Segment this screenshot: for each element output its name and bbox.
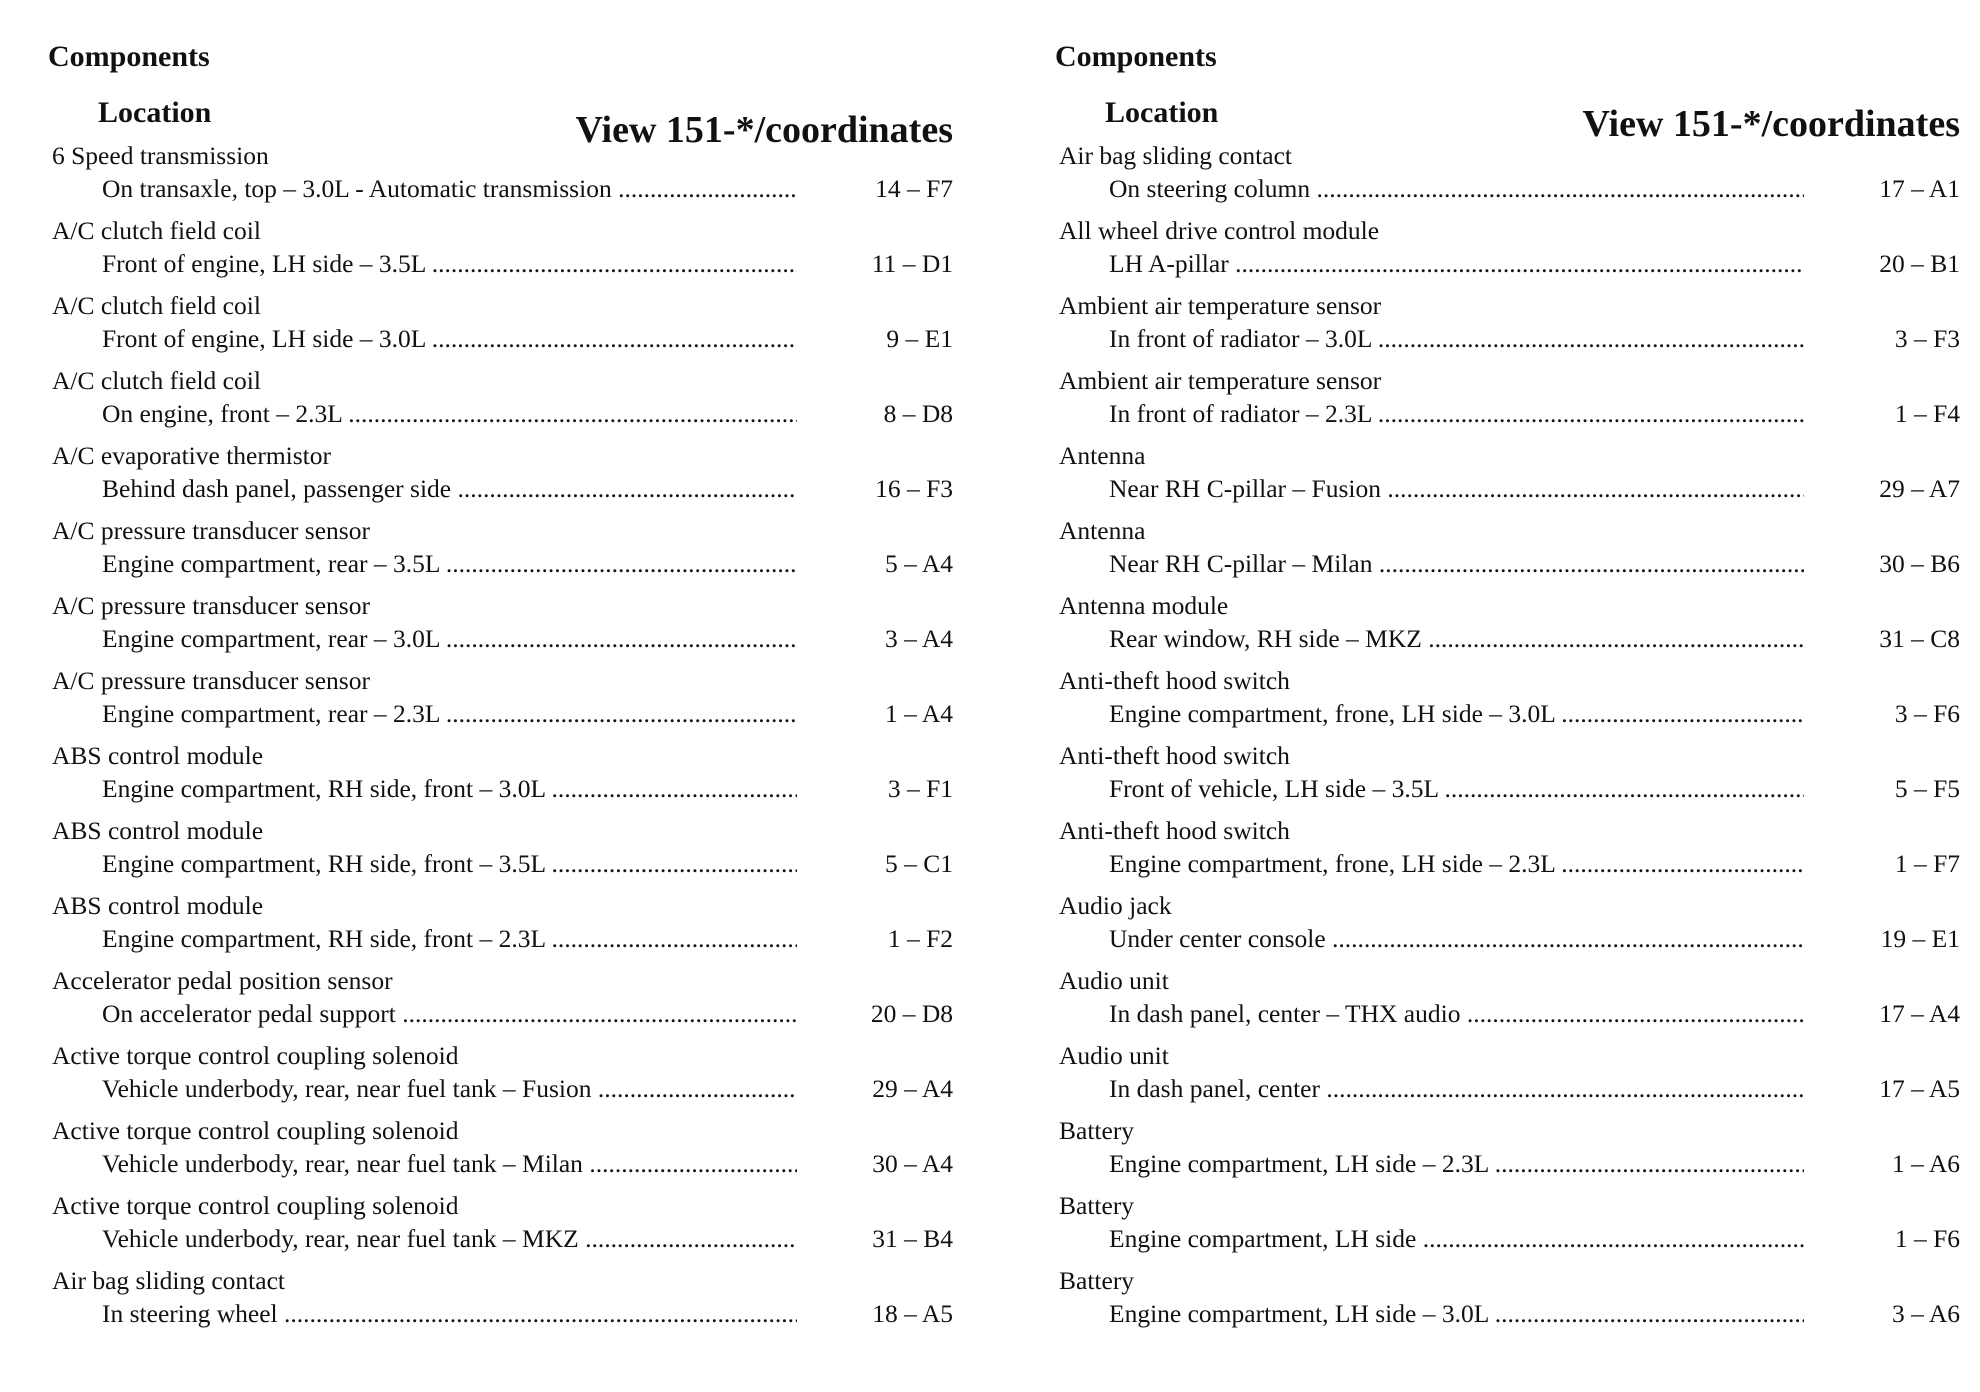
- view-coordinate: 11 – D1: [871, 249, 953, 278]
- component-entry: [52, 365, 953, 440]
- location-text: In dash panel, center – THX audio .....: [1109, 997, 1804, 1031]
- location-row: [52, 1297, 953, 1331]
- location-row: [1059, 172, 1960, 206]
- location-row: [1059, 772, 1960, 806]
- location-text: In front of radiator – 2.3L .....: [1109, 397, 1804, 431]
- location-row: [52, 1222, 953, 1256]
- component-entry: [1059, 215, 1960, 290]
- component-entry: [52, 515, 953, 590]
- component-entry: [1059, 365, 1960, 440]
- view-coordinate: 31 – C8: [1879, 624, 1960, 653]
- component-entry: [52, 1115, 953, 1190]
- component-entry: [1059, 890, 1960, 965]
- location-row: [52, 472, 953, 506]
- component-entry: [52, 440, 953, 515]
- component-entry: [52, 290, 953, 365]
- component-name: Antenna: [1059, 516, 1146, 545]
- component-entry: [1059, 440, 1960, 515]
- location-text: Engine compartment, RH side, front – 2.3L .....: [102, 922, 797, 956]
- location-row: [1059, 247, 1960, 281]
- view-coordinate: 29 – A4: [872, 1074, 953, 1103]
- location-row: [1059, 1222, 1960, 1256]
- location-text: Near RH C-pillar – Milan .....: [1109, 547, 1804, 581]
- location-text: Engine compartment, rear – 3.5L .....: [102, 547, 797, 581]
- location-text: Engine compartment, rear – 2.3L .....: [102, 697, 797, 731]
- location-row: [52, 622, 953, 656]
- section-title: Components: [1055, 40, 1217, 73]
- component-name: Audio jack: [1059, 891, 1172, 920]
- view-coordinate: 14 – F7: [875, 174, 953, 203]
- location-row: [52, 322, 953, 356]
- location-text: On steering column .....: [1109, 172, 1804, 206]
- location-text: Behind dash panel, passenger side .....: [102, 472, 797, 506]
- component-name: Anti-theft hood switch: [1059, 816, 1290, 845]
- component-entry: [52, 965, 953, 1040]
- location-row: [52, 172, 953, 206]
- location-text: Rear window, RH side – MKZ .....: [1109, 622, 1804, 656]
- location-row: [1059, 322, 1960, 356]
- location-text: Engine compartment, LH side – 2.3L .....: [1109, 1147, 1804, 1181]
- location-row: [1059, 1297, 1960, 1331]
- location-row: [1059, 997, 1960, 1031]
- location-text: Engine compartment, RH side, front – 3.0L .....: [102, 772, 797, 806]
- location-header: Location: [1105, 96, 1219, 129]
- view-coordinate: 19 – E1: [1880, 924, 1960, 953]
- location-text: Engine compartment, frone, LH side – 3.0L .....: [1109, 697, 1804, 731]
- location-row: [52, 847, 953, 881]
- view-coordinate: 31 – B4: [872, 1224, 953, 1253]
- component-entry: [1059, 140, 1960, 215]
- location-row: [52, 697, 953, 731]
- component-name: ABS control module: [52, 891, 264, 920]
- location-text: Front of vehicle, LH side – 3.5L .....: [1109, 772, 1804, 806]
- component-name: Active torque control coupling solenoid: [52, 1191, 459, 1220]
- view-coordinate: 30 – B6: [1879, 549, 1960, 578]
- component-name: Ambient air temperature sensor: [1059, 291, 1382, 320]
- view-coordinate: 3 – A4: [884, 624, 953, 653]
- location-row: [1059, 472, 1960, 506]
- location-row: [1059, 1072, 1960, 1106]
- location-row: [1059, 547, 1960, 581]
- component-name: A/C clutch field coil: [52, 291, 261, 320]
- component-name: Anti-theft hood switch: [1059, 666, 1290, 695]
- view-coordinate: 3 – F3: [1894, 324, 1960, 353]
- view-coordinate: 5 – C1: [884, 849, 953, 878]
- view-coordinate: 3 – A6: [1891, 1299, 1960, 1328]
- location-text: On engine, front – 2.3L .....: [102, 397, 797, 431]
- component-entry: [52, 665, 953, 740]
- component-name: Ambient air temperature sensor: [1059, 366, 1382, 395]
- location-row: [52, 547, 953, 581]
- component-entry: [1059, 1190, 1960, 1265]
- location-text: In dash panel, center .....: [1109, 1072, 1804, 1106]
- component-entry: [1059, 1040, 1960, 1115]
- view-coordinates-header: View 151-*/coordinates: [575, 109, 953, 151]
- view-coordinate: 1 – F7: [1894, 849, 1960, 878]
- view-coordinate: 1 – F2: [887, 924, 953, 953]
- location-row: [52, 1072, 953, 1106]
- component-name: A/C clutch field coil: [52, 366, 261, 395]
- component-entry: [1059, 1115, 1960, 1190]
- location-text: Engine compartment, RH side, front – 3.5L .....: [102, 847, 797, 881]
- component-entry: [52, 590, 953, 665]
- view-coordinate: 29 – A7: [1879, 474, 1960, 503]
- component-name: A/C clutch field coil: [52, 216, 261, 245]
- component-entry: [1059, 590, 1960, 665]
- location-row: [52, 1147, 953, 1181]
- component-name: Battery: [1059, 1191, 1135, 1220]
- view-coordinate: 20 – D8: [870, 999, 953, 1028]
- location-text: Engine compartment, LH side – 3.0L .....: [1109, 1297, 1804, 1331]
- view-coordinate: 1 – A6: [1891, 1149, 1960, 1178]
- location-text: Near RH C-pillar – Fusion .....: [1109, 472, 1804, 506]
- location-text: LH A-pillar .....: [1109, 247, 1804, 281]
- location-row: [52, 772, 953, 806]
- component-entry: [52, 1265, 953, 1340]
- view-coordinate: 1 – F4: [1894, 399, 1960, 428]
- component-entry: [1059, 740, 1960, 815]
- location-row: [52, 397, 953, 431]
- location-text: On accelerator pedal support .....: [102, 997, 797, 1031]
- component-name: Active torque control coupling solenoid: [52, 1041, 459, 1070]
- view-coordinate: 17 – A5: [1879, 1074, 1960, 1103]
- component-name: Anti-theft hood switch: [1059, 741, 1290, 770]
- component-name: A/C pressure transducer sensor: [52, 591, 370, 620]
- component-name: Active torque control coupling solenoid: [52, 1116, 459, 1145]
- location-text: In steering wheel .....: [102, 1297, 797, 1331]
- view-coordinate: 1 – F6: [1894, 1224, 1960, 1253]
- view-coordinate: 3 – F6: [1894, 699, 1960, 728]
- location-row: [1059, 397, 1960, 431]
- location-text: Front of engine, LH side – 3.5L .....: [102, 247, 797, 281]
- component-entry: [52, 140, 953, 215]
- location-text: Vehicle underbody, rear, near fuel tank – MKZ .....: [102, 1222, 797, 1256]
- component-name: Audio unit: [1059, 966, 1169, 995]
- view-coordinate: 1 – A4: [884, 699, 953, 728]
- component-entry: [52, 815, 953, 890]
- component-entry: [1059, 515, 1960, 590]
- view-coordinate: 5 – F5: [1894, 774, 1960, 803]
- view-coordinate: 20 – B1: [1879, 249, 1960, 278]
- component-name: Antenna module: [1059, 591, 1229, 620]
- component-name: All wheel drive control module: [1059, 216, 1380, 245]
- view-coordinate: 8 – D8: [883, 399, 953, 428]
- component-entry: [52, 1190, 953, 1265]
- location-text: Engine compartment, LH side .....: [1109, 1222, 1804, 1256]
- component-list: [1059, 140, 1960, 1340]
- component-entry: [1059, 290, 1960, 365]
- component-entry: [1059, 815, 1960, 890]
- location-row: [52, 247, 953, 281]
- location-text: Under center console .....: [1109, 922, 1804, 956]
- component-name: Battery: [1059, 1116, 1135, 1145]
- view-coordinate: 30 – A4: [872, 1149, 953, 1178]
- location-text: Vehicle underbody, rear, near fuel tank – Milan .....: [102, 1147, 797, 1181]
- component-entry: [52, 1040, 953, 1115]
- view-coordinate: 16 – F3: [875, 474, 953, 503]
- location-text: On transaxle, top – 3.0L - Automatic transmission .....: [102, 172, 797, 206]
- view-coordinate: 17 – A4: [1879, 999, 1960, 1028]
- view-coordinate: 3 – F1: [887, 774, 953, 803]
- component-name: Accelerator pedal position sensor: [52, 966, 393, 995]
- location-header: Location: [98, 96, 212, 129]
- component-name: A/C pressure transducer sensor: [52, 516, 370, 545]
- component-name: Battery: [1059, 1266, 1135, 1295]
- component-name: ABS control module: [52, 816, 264, 845]
- location-text: Front of engine, LH side – 3.0L .....: [102, 322, 797, 356]
- component-name: Air bag sliding contact: [52, 1266, 285, 1295]
- location-text: Vehicle underbody, rear, near fuel tank – Fusion .....: [102, 1072, 797, 1106]
- component-entry: [52, 890, 953, 965]
- location-row: [52, 997, 953, 1031]
- location-row: [1059, 922, 1960, 956]
- component-name: Audio unit: [1059, 1041, 1169, 1070]
- location-row: [52, 922, 953, 956]
- component-list: [52, 140, 953, 1340]
- location-row: [1059, 1147, 1960, 1181]
- component-entry: [1059, 665, 1960, 740]
- view-coordinate: 17 – A1: [1879, 174, 1960, 203]
- component-name: Antenna: [1059, 441, 1146, 470]
- section-title: Components: [48, 40, 210, 73]
- component-entry: [1059, 965, 1960, 1040]
- component-name: A/C evaporative thermistor: [52, 441, 332, 470]
- component-entry: [52, 740, 953, 815]
- location-text: Engine compartment, frone, LH side – 2.3L .....: [1109, 847, 1804, 881]
- view-coordinate: 5 – A4: [884, 549, 953, 578]
- component-name: A/C pressure transducer sensor: [52, 666, 370, 695]
- location-row: [1059, 847, 1960, 881]
- component-name: 6 Speed transmission: [52, 141, 269, 170]
- location-row: [1059, 697, 1960, 731]
- view-coordinate: 18 – A5: [872, 1299, 953, 1328]
- view-coordinate: 9 – E1: [886, 324, 953, 353]
- component-entry: [52, 215, 953, 290]
- location-row: [1059, 622, 1960, 656]
- location-text: Engine compartment, rear – 3.0L .....: [102, 622, 797, 656]
- view-coordinates-header: View 151-*/coordinates: [1582, 103, 1960, 145]
- location-text: In front of radiator – 3.0L .....: [1109, 322, 1804, 356]
- component-entry: [1059, 1265, 1960, 1340]
- component-name: ABS control module: [52, 741, 264, 770]
- component-name: Air bag sliding contact: [1059, 141, 1292, 170]
